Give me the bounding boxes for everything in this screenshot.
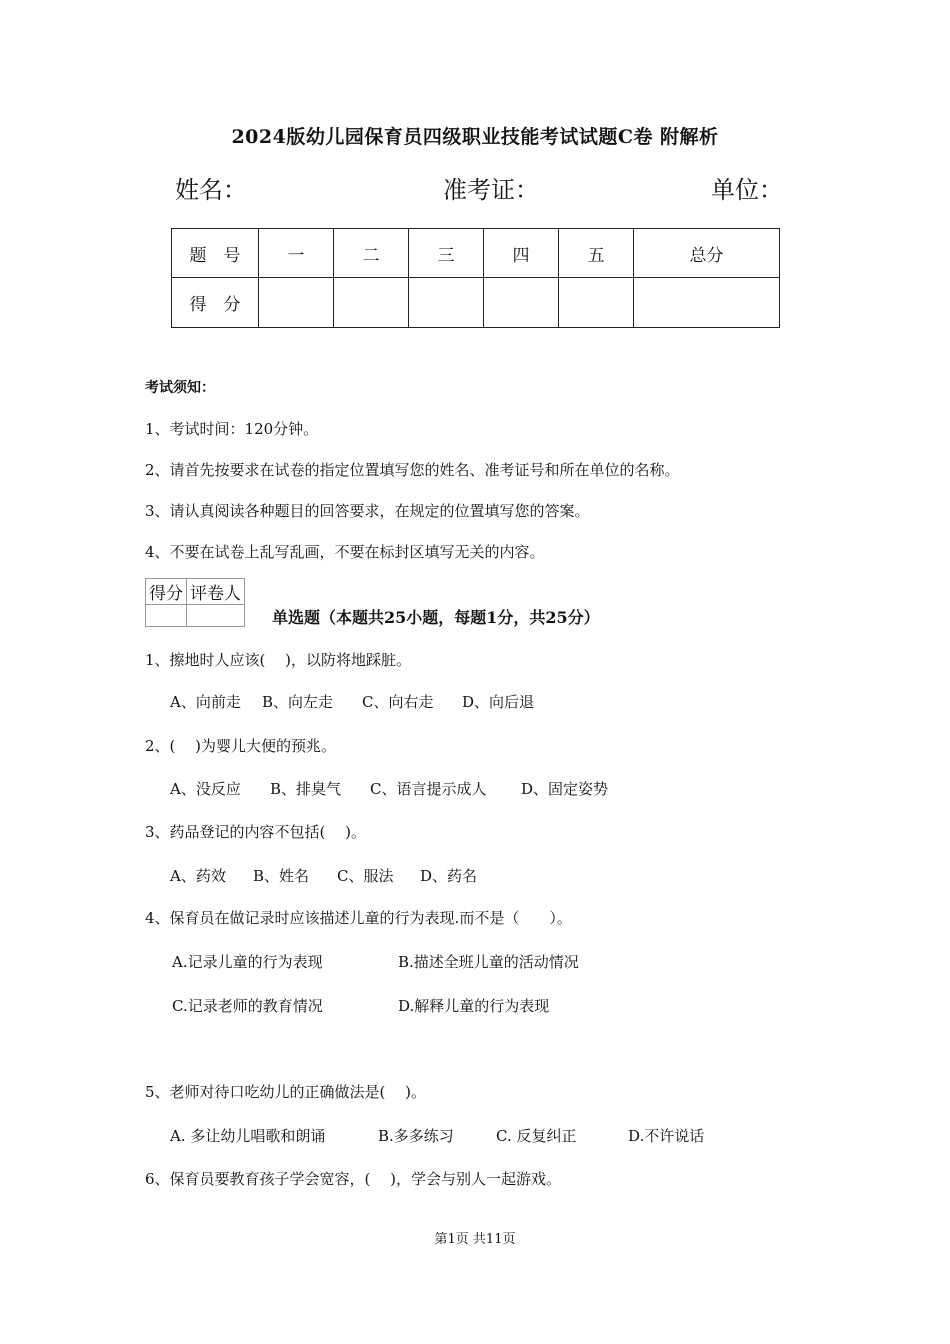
score-input-cell[interactable]	[409, 278, 484, 328]
question-option: B、向左走	[262, 693, 334, 711]
score-table-cell: 得 分	[172, 278, 259, 328]
score-input-cell[interactable]	[259, 278, 334, 328]
score-table-cell: 总分	[634, 229, 780, 278]
name-label: 姓名：	[175, 176, 247, 204]
question-option: A、没反应	[170, 780, 241, 798]
question-option: B、排臭气	[270, 780, 342, 798]
question-option: D.不许说话	[628, 1127, 705, 1145]
question-text: 3、药品登记的内容不包括( )。	[145, 823, 367, 841]
question-option: D、固定姿势	[521, 780, 609, 798]
score-input-cell[interactable]	[559, 278, 634, 328]
score-table-cell: 二	[334, 229, 409, 278]
grader-box	[145, 578, 245, 627]
question-text: 2、( )为婴儿大便的预兆。	[145, 737, 337, 755]
unit-label: 单位：	[711, 176, 783, 204]
question-option: C、服法	[337, 867, 394, 885]
question-option: D、药名	[420, 867, 478, 885]
question-text: 1、擦地时人应该( )，以防将地踩脏。	[145, 651, 412, 669]
score-table-cell: 题 号	[172, 229, 259, 278]
score-input-cell[interactable]	[634, 278, 780, 328]
score-table	[171, 228, 780, 328]
score-table-cell: 五	[559, 229, 634, 278]
score-table-cell: 四	[484, 229, 559, 278]
question-option: A.记录儿童的行为表现	[172, 953, 323, 971]
score-table-cell: 三	[409, 229, 484, 278]
score-table-header-row	[172, 229, 780, 278]
question-option: C、语言提示成人	[370, 780, 487, 798]
question-option: B、姓名	[253, 867, 310, 885]
score-table-cell: 一	[259, 229, 334, 278]
section-heading: 单选题（本题共25小题，每题1分，共25分）	[272, 608, 600, 627]
notice-item: 4、不要在试卷上乱写乱画，不要在标封区填写无关的内容。	[145, 543, 545, 561]
question-option: A. 多让幼儿唱歌和朗诵	[170, 1127, 326, 1145]
question-option: C. 反复纠正	[496, 1127, 577, 1145]
question-text: 5、老师对待口吃幼儿的正确做法是( )。	[145, 1083, 427, 1101]
question-text: 6、保育员要教育孩子学会宽容，( )，学会与别人一起游戏。	[145, 1170, 562, 1188]
question-option: A、药效	[170, 867, 226, 885]
score-input-cell[interactable]	[484, 278, 559, 328]
question-option: B.描述全班儿童的活动情况	[398, 953, 579, 971]
score-input-cell[interactable]	[334, 278, 409, 328]
question-option: D.解释儿童的行为表现	[398, 997, 550, 1015]
notice-item: 1、考试时间：120分钟。	[145, 420, 319, 438]
notice-item: 2、请首先按要求在试卷的指定位置填写您的姓名、准考证号和所在单位的名称。	[145, 461, 680, 479]
grader-score-cell[interactable]	[146, 605, 187, 627]
notice-heading: 考试须知：	[145, 380, 215, 396]
score-table-score-row	[172, 278, 780, 328]
page-footer: 第1页 共11页	[434, 1232, 516, 1247]
question-option: C.记录老师的教育情况	[172, 997, 323, 1015]
question-option: B.多多练习	[378, 1127, 454, 1145]
question-option: C、向右走	[362, 693, 434, 711]
grader-name-cell[interactable]	[187, 605, 245, 627]
exam-id-label: 准考证：	[443, 176, 539, 204]
question-option: A、向前走	[170, 693, 241, 711]
grader-score-label: 得分	[146, 579, 187, 605]
question-option: D、向后退	[462, 693, 535, 711]
document-title: 2024版幼儿园保育员四级职业技能考试试题C卷 附解析	[231, 126, 719, 148]
question-text: 4、保育员在做记录时应该描述儿童的行为表现.而不是（ ）。	[145, 909, 572, 927]
grader-label: 评卷人	[187, 579, 245, 605]
notice-item: 3、请认真阅读各种题目的回答要求，在规定的位置填写您的答案。	[145, 502, 590, 520]
